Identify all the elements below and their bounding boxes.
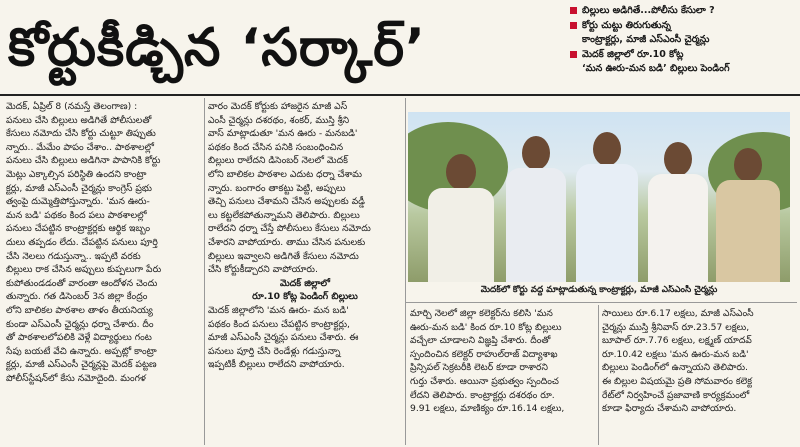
side-bullet-1 [570,4,796,18]
text-line: పనులు చేపట్టిన కాంట్రాక్టర్లకు ఆర్థిక ఇబ్బం [6,223,151,235]
text-line: మెదక్, ఏప్రిల్ 8 (నమస్తే తెలంగాణ) : [6,101,138,112]
text-line: సేపు బయటే వేచి ఉన్నారు. అప్పట్లో కాంట్రా [6,345,157,357]
text-line: వచ్చేలా చూడాలని విజ్ఞప్తి చేశారు. దీంతో [410,335,551,347]
side-bullet-line: ‘మన ఊరు-మన బడి’ బిల్లులు పెండింగ్ [582,63,730,74]
text-line: వాస్ మాట్లాడుతూ 'మన ఊరు - మనబడి' [208,128,358,140]
text-line: లేదని తెలిపారు. కాంట్రాక్టర్లు దశరథం రూ. [410,389,555,401]
text-line: గుర్తు చేశారు. ఆయినా ప్రభుత్వం స్పందించ [410,375,559,387]
text-line: చైర్మన్లు ముస్తి శ్రీనివాస్ రూ.23.57 లక్షలు, [602,321,750,333]
photo-caption: మెదక్‌లో కోర్టు వద్ద మాట్లాడుతున్న కాంట్రాక్టర్లు, మాజీ ఎస్ఎంసీ చైర్మన్లు [480,285,718,295]
person-body [716,180,780,282]
side-bullet-line: కాంట్రాక్టర్లు, మాజీ ఎస్ఎంసీ చైర్మన్లు [582,34,710,45]
text-line: తెచ్చి పనులు చేశామని చేసిన అప్పులకు వడ్డీ [208,196,365,208]
text-line: చేసి కోర్టుకీడ్చారని వాపోయారు. [208,264,318,276]
caption-divider [405,302,797,303]
person-body [648,174,708,282]
side-bullet-line: బిల్లులు అడిగితే...పోలీసు కేసులా ? [582,5,715,16]
text-line: మెట్లు ఎక్కాల్సిన పరిస్థితి ఉందని కాంట్రా [6,168,147,180]
column-divider [405,98,406,445]
text-line: ఎంసీ చైర్మన్లు దశరథం, శంకర్, ముస్తి శ్రీని [208,114,350,126]
text-line: మాజీ ఎస్ఎంసీ చైర్మన్లు పనులు చేశారు. ఈ [208,332,359,344]
text-line: పథకం కింద పనులు చేపట్టిన కాంట్రాక్టర్లు, [208,318,350,330]
text-line: రాలేదని ధర్నా చేస్తే పోలీసులు కేసులు నమోదు [208,223,371,235]
text-line: లు కట్టలేకపోతున్నామని తెలిపారు. బిల్లులు [208,209,360,221]
text-line: పోలీస్‌స్టేషన్‌లో కేసు నమోదైంది. మంగళ [6,372,146,384]
text-line: పనులు పూర్తి చేసి రెండేళ్లు గడుస్తున్నా [208,345,341,357]
subheading [208,277,402,304]
text-line: రేట్‌లో నిర్వహించే ప్రజావాణి కార్యక్రమంలో [602,389,750,401]
text-line: కుండా ఎస్ఎంసీ ఛైర్మన్లు ధర్నా చేశారు. దీం [6,318,154,330]
text-line: న్నారు. బంగారం తాకట్టు పెట్టి, అప్పులు [208,182,346,194]
person-body [576,164,638,282]
text-line: క్టర్లు, మాజీ ఎస్ఎంసీ చైర్మన్లు కాంగ్రెస్ ప్రభు [6,182,152,194]
text-line: మార్చి నెలలో జిల్లా కలెక్టర్‌ను కలిసి 'మన [410,308,553,319]
column-2-para [208,100,402,277]
text-line: పనులు చేసి బిల్లులు అడిగినా పాపానికి కోర్టు [6,155,161,167]
text-line: ఊరు-మన బడి' కింద రూ.10 కోట్ల బిల్లులు [410,321,562,333]
text-line: లోని బాలికల పాఠశాల తాళం తీయనియ్య [6,304,153,316]
person-figure [646,142,710,282]
person-figure [714,148,782,282]
person-head [522,136,550,170]
text-line: పనులు చేసి బిల్లులు అడిగితే పోలీసులతో [6,114,152,126]
text-line: చేసి నెలలు గడుస్తున్నా.. ఇప్పటి వరకు [6,250,141,262]
column-2-para [208,304,402,372]
person-head [446,154,476,190]
text-line: వారం మెదక్ కోర్టుకు హాజరైన మాజీ ఎస్ [208,101,348,112]
article-column-4 [602,307,796,445]
person-head [593,132,621,166]
text-line: బిల్లులు రాక చేసిన అప్పులు కుప్పలుగా పేరు [6,264,162,276]
side-bullet-line: మెదక్ జిల్లాలో రూ.10 కోట్ల [582,49,684,60]
person-head [734,148,762,182]
text-line: క్టర్లు, మాజీ ఎస్ఎంసీ చైర్మన్లపై మెదక్ పట్టణ [6,359,157,371]
text-line: మన బడి' పథకం కింద పలు పాఠశాలల్లో [6,209,147,221]
bullet-square-icon [570,7,577,14]
top-divider [0,94,800,96]
text-line: రూ.10.42 లక్షలు 'మన ఊరు-మన బడి' [602,348,749,360]
side-bullet-2 [570,19,796,47]
subheading-line: మెదక్ జిల్లాలో [280,277,330,289]
article-column-1 [6,100,202,445]
text-line: పథకం కింద చేసిన పనికి సంబంధించిన [208,141,344,153]
text-line: తో పాఠశాలలోపలికి వెళ్లే విద్యార్థులు గంట [6,332,152,344]
text-line: స్పందించిన కలెక్టర్ రాహుల్‌రాజ్ విద్యాశాఖ [410,348,558,360]
text-line: మెదక్ జిల్లాలోని 'మన ఊరు- మన బడి' [208,304,349,316]
side-bullet-line: కోర్టు చుట్టు తిరుగుతున్న [582,20,671,31]
person-body [506,168,566,282]
person-head [664,142,692,176]
text-line: కుపోతుండడంతో వారంతా ఆందోళన చెందు [6,277,158,289]
person-figure [426,154,496,282]
text-line: చేశారని వాపోయారు. తాము చేసిన పనులకు [208,236,366,248]
text-line: త్వంపై దుమ్మెత్తిపోస్తున్నారు. 'మన ఊరు- [6,196,150,208]
text-line: సాయిలు రూ.6.17 లక్షలు, మాజీ ఎస్ఎంసీ [602,308,754,319]
text-line: బిల్లులు రాలేదని డిసెంబర్ నెలలో మెదక్ [208,155,348,167]
column-divider [598,305,599,445]
person-figure [504,136,568,282]
headline: కోర్టుకీడ్చిన ‘సర్కార్’ [8,18,426,78]
person-body [428,188,494,282]
side-bullets [570,4,796,96]
text-line: న్నారు.. మేమేం పాపం చేశాం.. పాఠశాలల్లో [6,141,155,153]
text-line: 9.91 లక్షలు, మాణిక్యం రూ.16.14 లక్షలు, [410,403,565,415]
text-line: కేసులు నమోదు చేసి కోర్టు చుట్టూ తిప్పుతు [6,128,156,140]
text-line: దులు తప్పడం లేదు. చేపట్టిన పనులు పూర్తి [6,236,158,248]
bullet-square-icon [570,51,577,58]
text-line: లోని బాలికల పాఠశాల ఎదుట ధర్నా చేశామ [208,168,362,180]
article-column-3 [410,307,594,445]
text-line: బిల్లులు ఇవ్వాలని అడిగితే కేసులు నమోదు [208,250,359,262]
side-bullet-3 [570,48,796,76]
person-figure [574,132,640,282]
article-column-2 [208,100,402,445]
column-divider [204,98,205,445]
text-line: కూడా ఫిర్యాదు చేశామని వాపోయారు. [602,403,737,415]
text-line: ఈ బిల్లుల విషయమై ప్రతి సోమవారం కలెక్ట [602,375,752,387]
text-line: ప్రిన్సిపల్ సెక్రటరీకి లెటర్ కూడా రాశారని [410,362,548,374]
subheading-line: రూ.10 కోట్ల పెండింగ్ బిల్లులు [252,291,358,303]
bullet-square-icon [570,22,577,29]
text-line: బిల్లులు పెండింగ్‌లో ఉన్నాయని తెలిపారు. [602,362,748,374]
text-line: బూపాల్ రూ.7.76 లక్షలు, లక్ష్మణ్ యాదవ్ [602,335,752,347]
text-line: ఇప్పటికీ బిల్లులు రాలేదని వాపోయారు. [208,359,345,371]
news-photo [408,112,790,282]
text-line: తున్నారు. గత డిసెంబర్ 3న జిల్లా కేంద్రం [6,291,148,303]
